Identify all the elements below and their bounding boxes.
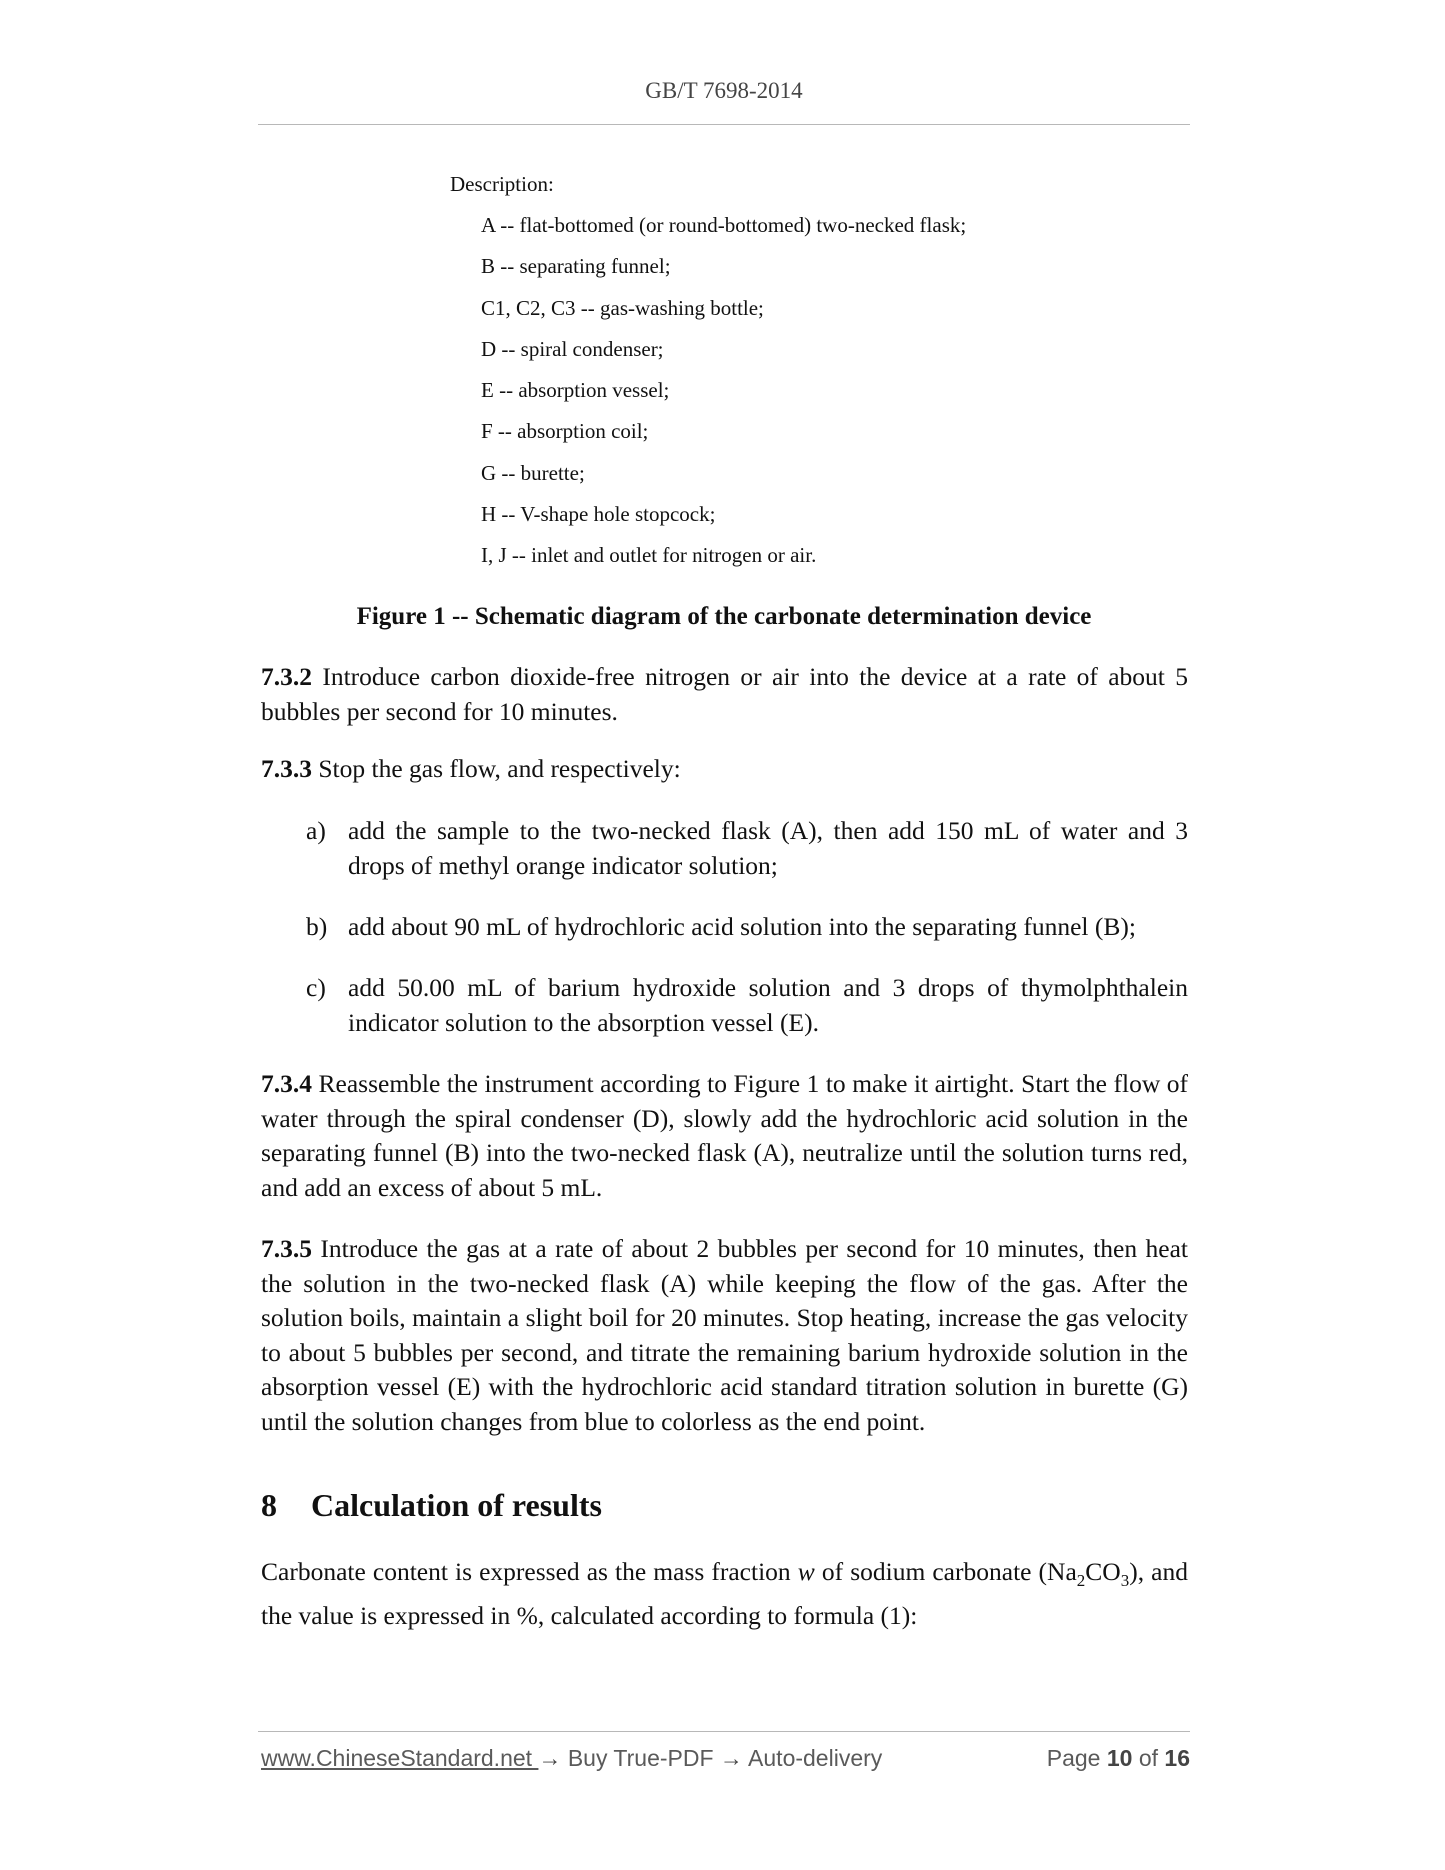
- clause-number: 7.3.3: [261, 754, 312, 783]
- list-item-text: add about 90 mL of hydrochloric acid solution into the separating funnel (B);: [348, 912, 1136, 941]
- figure-caption: Figure 1 -- Schematic diagram of the carbonate determination device: [356, 603, 1092, 630]
- page-total: 16: [1164, 1745, 1190, 1771]
- text-run: of sodium carbonate (Na: [814, 1557, 1077, 1586]
- paragraph-7-3-5: [261, 1232, 1188, 1439]
- variable-w: w: [797, 1557, 815, 1586]
- subscript: 3: [1120, 1571, 1130, 1591]
- section-heading: [261, 1487, 602, 1524]
- section-title: Calculation of results: [311, 1487, 602, 1523]
- paragraph-text: Reassemble the instrument according to Figure 1 to make it airtight. Start the flow of water through the spiral condenser (D), slowly add the hydrochloric acid solution in the separating funnel (B) into the two-necked flask (A), neutralize until the solution turns red, and add an excess of about 5 mL.: [261, 1069, 1188, 1202]
- arrow-icon: →: [719, 1745, 743, 1771]
- description-item: F -- absorption coil;: [481, 419, 649, 444]
- list-marker: b): [306, 912, 328, 941]
- paragraph-text: Introduce the gas at a rate of about 2 bubbles per second for 10 minutes, then heat the solution in the two-necked flask (A) while keeping the flow of the gas. After the solution boils, maintain a slight boil for 20 minutes. Stop heating, increase the gas velocity to about 5 bubbles per second, and titrate the remaining barium hydroxide solution in the absorption vessel (E) with the hydrochloric acid standard titration solution in burette (G) until the solution changes from blue to colorless as the end point.: [261, 1234, 1188, 1436]
- page-label: Page: [1046, 1745, 1107, 1771]
- description-item: I, J -- inlet and outlet for nitrogen or air.: [481, 543, 817, 568]
- clause-number: 7.3.5: [261, 1234, 312, 1263]
- clause-number: 7.3.2: [261, 662, 312, 691]
- description-item: H -- V-shape hole stopcock;: [481, 502, 716, 527]
- description-item: E -- absorption vessel;: [481, 378, 670, 403]
- paragraph-text: Introduce carbon dioxide-free nitrogen or air into the device at a rate of about 5 bubbles per second for 10 minutes.: [261, 662, 1188, 726]
- description-item: A -- flat-bottomed (or round-bottomed) two-necked flask;: [481, 213, 967, 237]
- description-item: D -- spiral condenser;: [481, 336, 664, 361]
- document-header: GB/T 7698-2014: [645, 78, 803, 103]
- paragraph-7-3-3: [261, 752, 1188, 787]
- list-item: [306, 814, 1188, 883]
- description-item: B -- separating funnel;: [481, 254, 671, 279]
- subscript: 2: [1076, 1571, 1086, 1591]
- paragraph-calculation: [261, 1555, 1188, 1633]
- arrow-icon: →: [538, 1745, 562, 1771]
- description-list: [481, 212, 966, 584]
- list-marker: c): [306, 973, 326, 1002]
- list-item: [306, 971, 1188, 1040]
- text-run: ), and the value is expressed in %, calculated according to formula (1):: [261, 1557, 1188, 1630]
- buy-text: Buy True-PDF: [561, 1745, 720, 1771]
- footer-rule: [258, 1731, 1190, 1732]
- page-number: 10: [1106, 1745, 1133, 1771]
- description-item: C1, C2, C3 -- gas-washing bottle;: [481, 295, 764, 320]
- description-label: Description:: [450, 172, 554, 196]
- website-link[interactable]: www.ChineseStandard.net: [261, 1745, 539, 1771]
- footer: [261, 1745, 1190, 1772]
- paragraph-text: Stop the gas flow, and respectively:: [312, 754, 681, 783]
- paragraph-7-3-2: [261, 660, 1188, 729]
- list-item-text: add 50.00 mL of barium hydroxide solution and 3 drops of thymolphthalein indicator solution to the absorption vessel (E).: [348, 973, 1188, 1037]
- paragraph-7-3-4: [261, 1067, 1188, 1205]
- text-run: CO: [1085, 1557, 1121, 1586]
- header-rule: [258, 124, 1190, 125]
- clause-number: 7.3.4: [261, 1069, 312, 1098]
- of-label: of: [1132, 1745, 1165, 1771]
- list-marker: a): [306, 816, 326, 845]
- text-run: Carbonate content is expressed as the mass fraction: [261, 1557, 798, 1586]
- section-number: 8: [261, 1487, 277, 1523]
- list-item-text: add the sample to the two-necked flask (A), then add 150 mL of water and 3 drops of methyl orange indicator solution;: [348, 816, 1188, 880]
- description-item: G -- burette;: [481, 460, 585, 485]
- delivery-text: Auto-delivery: [742, 1745, 883, 1771]
- list-item: [306, 910, 1188, 945]
- page-indicator: [1047, 1745, 1190, 1772]
